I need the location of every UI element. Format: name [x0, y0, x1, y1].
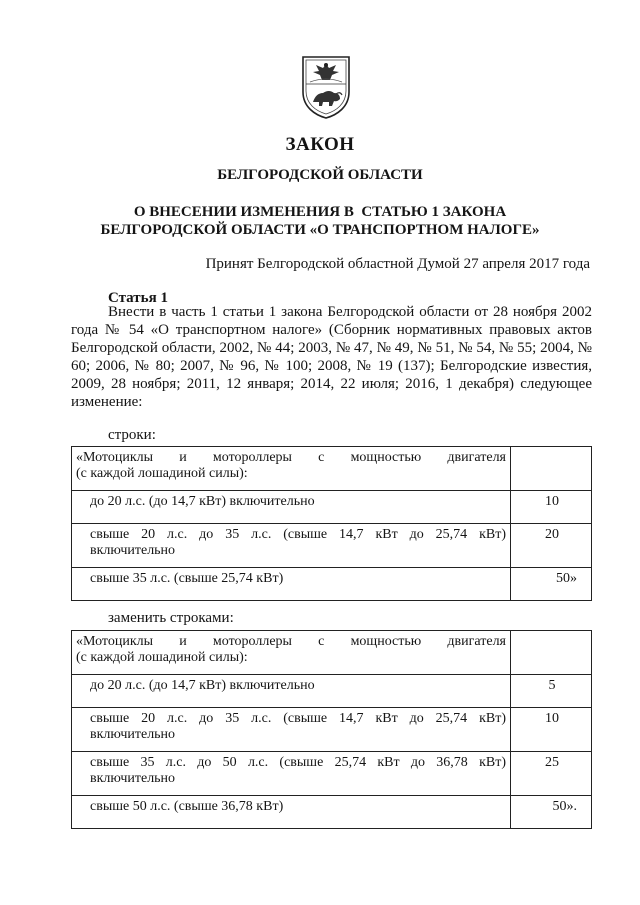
table-header-line: «Мотоциклы и мотороллеры с мощностью двигателя — [76, 450, 506, 465]
table-row — [72, 631, 592, 675]
power-range-cell: до 20 л.с. (до 14,7 кВт) включительно — [72, 491, 511, 524]
table-header-line: (с каждой лошадиной силы): — [76, 650, 248, 665]
rate-cell: 10 — [511, 491, 592, 524]
amendment-title — [0, 203, 640, 239]
adoption-note: Принят Белгородской областной Думой 27 апреля 2017 года — [205, 256, 590, 272]
table-row — [72, 675, 592, 708]
power-range-line: включительно — [90, 771, 176, 786]
old-rates-table — [71, 446, 592, 601]
table-row — [72, 568, 592, 601]
rate-cell — [511, 447, 592, 491]
new-rates-table — [71, 630, 592, 829]
power-range-cell — [72, 524, 511, 568]
table-row — [72, 524, 592, 568]
coat-of-arms-icon — [300, 54, 352, 120]
article-text: Внести в часть 1 статьи 1 закона Белгородской области от 28 ноября 2002 года № 54 «О транспортном налоге» (Сборник нормативных правовых актов Белгородской области, 2002, № 44; 2003, № 47, № 49, № 51, № 54, № 55; 2004, № 60; 2006, № 80; 2007, № 96, № 100; 2008, № 19 (137); Белгородские известия, 2009, 28 ноября; 2011, 12 января; 2014, 22 июля; 2016, 1 декабря) следующее изменение: — [71, 304, 592, 410]
power-range-cell: до 20 л.с. (до 14,7 кВт) включительно — [72, 675, 511, 708]
new-rows-caption: заменить строками: — [108, 610, 234, 626]
amendment-title-line-1: О ВНЕСЕНИИ ИЗМЕНЕНИЯ В СТАТЬЮ 1 ЗАКОНА — [133, 204, 507, 220]
rate-cell: 5 — [511, 675, 592, 708]
table-row — [72, 447, 592, 491]
rate-cell: 50». — [511, 796, 592, 829]
power-range-cell: свыше 50 л.с. (свыше 36,78 кВт) — [72, 796, 511, 829]
power-range-cell — [72, 708, 511, 752]
power-range-cell: свыше 35 л.с. (свыше 25,74 кВт) — [72, 568, 511, 601]
rate-cell: 50» — [511, 568, 592, 601]
table-row — [72, 491, 592, 524]
article-heading: Статья 1 — [108, 290, 168, 306]
rate-cell: 25 — [511, 752, 592, 796]
table-header-cell — [72, 631, 511, 675]
power-range-cell — [72, 752, 511, 796]
law-title: ЗАКОН — [285, 134, 355, 155]
power-range-line: свыше 35 л.с. до 50 л.с. (свыше 25,74 кВт до 36,78 кВт) — [90, 755, 506, 770]
table-header-line: (с каждой лошадиной силы): — [76, 466, 248, 481]
region-subtitle: БЕЛГОРОДСКОЙ ОБЛАСТИ — [217, 167, 423, 183]
power-range-line: свыше 20 л.с. до 35 л.с. (свыше 14,7 кВт до 25,74 кВт) — [90, 711, 506, 726]
amendment-title-line-2: БЕЛГОРОДСКОЙ ОБЛАСТИ «О ТРАНСПОРТНОМ НАЛОГЕ» — [100, 222, 540, 238]
table-row — [72, 708, 592, 752]
power-range-line: включительно — [90, 727, 176, 742]
power-range-line: включительно — [90, 543, 176, 558]
table-row — [72, 796, 592, 829]
rate-cell: 10 — [511, 708, 592, 752]
table-row — [72, 752, 592, 796]
table-header-cell — [72, 447, 511, 491]
rate-cell: 20 — [511, 524, 592, 568]
power-range-line: свыше 20 л.с. до 35 л.с. (свыше 14,7 кВт до 25,74 кВт) — [90, 527, 506, 542]
table-header-line: «Мотоциклы и мотороллеры с мощностью двигателя — [76, 634, 506, 649]
old-rows-caption: строки: — [108, 427, 156, 443]
rate-cell — [511, 631, 592, 675]
